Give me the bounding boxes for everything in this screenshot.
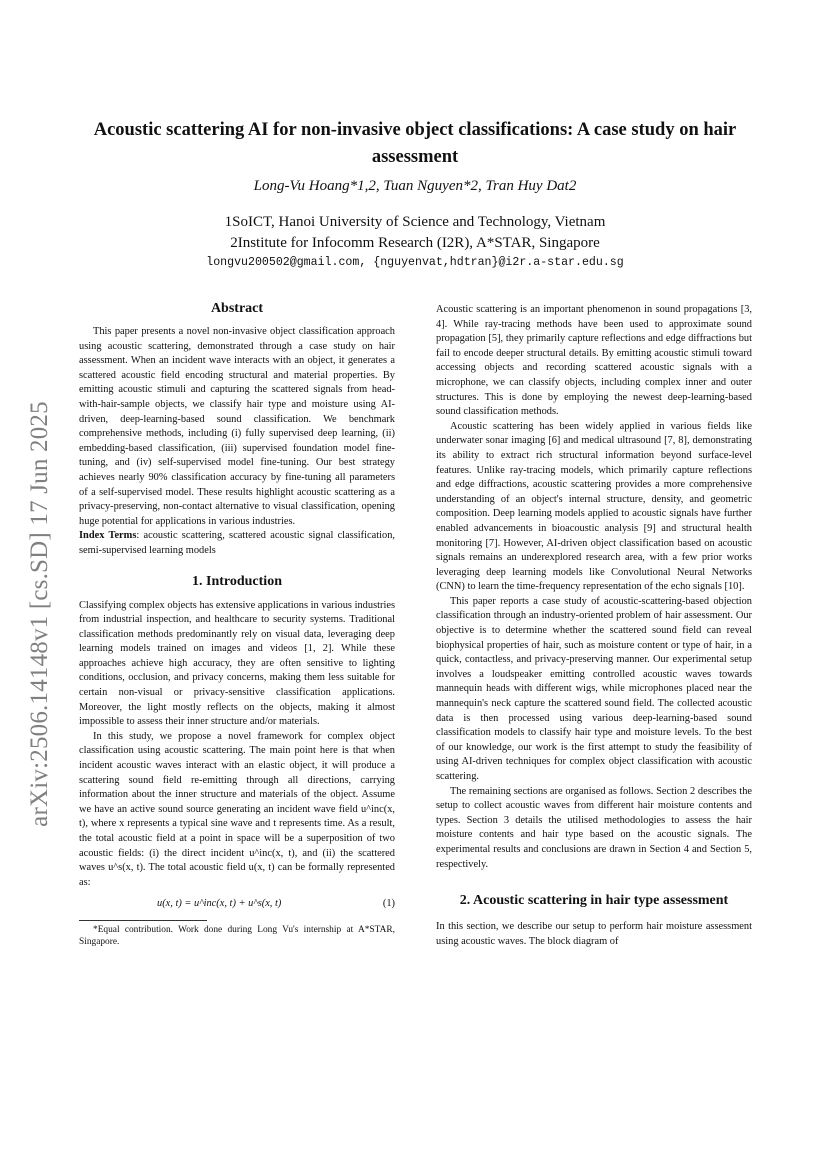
right-paragraph-2: Acoustic scattering has been widely applied in various fields like underwater sonar imaging [6] and medical ultrasound [7, 8], demonstrating its ability to extract rich structural information beyond surface-level features. Unlike ray-tracing models, which primarily capture reflections and edge diffractions, acoustic scattering provides a more comprehensive understanding of an object's internal structure, density, and geometric composition. Deep learning models applied to acoustic signals have further enabled advancements in bioacoustic analysis [9] and structural health monitoring [7]. However, AI-driven object classification based on acoustic signals remains an underexplored research area, with a few prior works leveraging deep learning models like Convolutional Neural Networks (CNN) to learn the time-frequency representation of the echo signals [10]. <box>436 420 752 593</box>
right-paragraph-3: This paper reports a case study of acoustic-scattering-based objection classification through an industry-oriented problem of hair assessment. Our objective is to determine whether the scattered sound field can reveal biophysical properties of hair, such as moisture content or type of hair, in a quick, contactless, and privacy-preserving manner. Our experimental setup involves a loudspeaker emitting controlled acoustic waves towards mannequin heads with different wigs, while microphones placed near the mannequin's neck capture the scattered sound field. The collected acoustic data is then processed using various deep-learning-based sound classification models to classify hair type and moisture levels. To the best of our knowledge, our work is the first attempt to study the feasibility of using AI-driven techniques for complex object classification with acoustic scattering. <box>436 595 752 782</box>
intro-paragraph-1: Classifying complex objects has extensive applications in various industries from industrial inspection, and healthcare to security systems. Traditional classification methods predominantly rely on visual data, leveraging deep learning models trained on images and videos [1, 2]. While these approaches achieve high accuracy, they are often sensitive to lighting conditions, occlusion, and privacy concerns, making them less suitable for certain non-visual or privacy-sensitive classification applications. Moreover, the light mostly reflects on the objects, making it almost impossible to assess their inner structure and/or materials. <box>79 599 395 728</box>
right-paragraph-4: The remaining sections are organised as follows. Section 2 describes the setup to collect acoustic waves from different hair moisture contents and types. Section 3 details the utilised methodologies to assess the hair moisture contents and hair type based on the acoustic signals. The experimental results and conclusions are drawn in Section 4 and Section 5, respectively. <box>436 785 752 870</box>
right-column <box>436 303 752 949</box>
section-2-heading: 2. Acoustic scattering in hair type assessment <box>459 893 729 909</box>
section-2-paragraph-1: In this section, we describe our setup to perform hair moisture assessment using acoustic waves. The block diagram of <box>436 921 752 947</box>
affiliation-2: 2Institute for Infocomm Research (I2R), A*STAR, Singapore <box>230 235 600 251</box>
author-list: Long-Vu Hoang*1,2, Tuan Nguyen*2, Tran Huy Dat2 <box>253 178 577 194</box>
abstract-heading: Abstract <box>210 301 264 316</box>
intro-paragraph-2: In this study, we propose a novel framework for complex object classification using acoustic scattering. The main point here is that when incident acoustic waves interact with an elastic object, it will produce a scattering sound field re-emitting through all directions, carrying information about the inner structure and materials of the object. Assume we have an active sound source generating an incident wave field u^inc(x, t), where x represents a typical sine wave and t represents time. As a result, the total acoustic field at a point in space will be a superposition of two acoustic fields: (i) the direct incident u^inc(x, t), and (ii) the scattered waves u^s(x, t). The total acoustic field u(x, t) can be formally represented as: <box>79 730 395 888</box>
author-emails: longvu200502@gmail.com, {nguyenvat,hdtran}@i2r.a-star.edu.sg <box>206 256 624 269</box>
footnote: *Equal contribution. Work done during Long Vu's internship at A*STAR, Singapore. <box>79 924 395 948</box>
equation-text: u(x, t) = u^inc(x, t) + u^s(x, t) <box>157 898 282 910</box>
footnote-rule <box>79 920 207 921</box>
arxiv-side-stamp <box>14 344 66 884</box>
affiliations <box>90 212 740 254</box>
affiliation-1: 1SoICT, Hanoi University of Science and Technology, Vietnam <box>224 214 606 230</box>
abstract-text: This paper presents a novel non-invasive object classification approach using acoustic scattering, demonstrated through a case study on hair assessment. When an incident wave interacts with an object, it generates a scattered acoustic field encoding structural and material properties. By emitting acoustic stimuli and capturing the scattered signals from head-with-hair-sample objects, we classify hair type and moisture using AI-driven, deep-learning-based sound classification. We benchmark comprehensive methods, including (i) fully supervised deep learning, (ii) embedding-based classification, (iii) supervised foundation model fine-tuning, and (iv) self-supervised model fine-tuning. Our best strategy achieves nearly 90% classification accuracy by fine-tuning all parameters of a self-supervised model. These results highlight acoustic scattering as a privacy-preserving, non-contact alternative to visual classification, opening huge potential for applications in various industries. <box>79 326 395 527</box>
right-paragraph-1: Acoustic scattering is an important phenomenon in sound propagations [3, 4]. While ray-tracing methods have been used to approximate sound propagation [5], they primarily capture reflections and edge diffractions but fail to encode deeper structural details. By emitting acoustic stimuli toward accessing objects and recording scattered acoustic signals with a microphone, we can classify objects, including complex inner and outer structures. This is done by employing the newest deep-learning-based sound classification methods. <box>436 304 752 418</box>
index-terms-label: Index Terms <box>79 530 137 542</box>
index-terms-text: : acoustic scattering, scattered acoustic signal classification, semi-supervised learning models <box>79 530 395 556</box>
equation-1 <box>79 897 395 912</box>
introduction-heading: 1. Introduction <box>192 573 282 589</box>
arxiv-identifier: arXiv:2506.14148v1 [cs.SD] 17 Jun 2025 <box>26 401 53 827</box>
paper-title: Acoustic scattering AI for non-invasive object classifications: A case study on hair assessment <box>93 120 737 167</box>
left-column <box>79 300 395 949</box>
index-terms <box>79 529 395 558</box>
equation-number: (1) <box>382 898 395 910</box>
